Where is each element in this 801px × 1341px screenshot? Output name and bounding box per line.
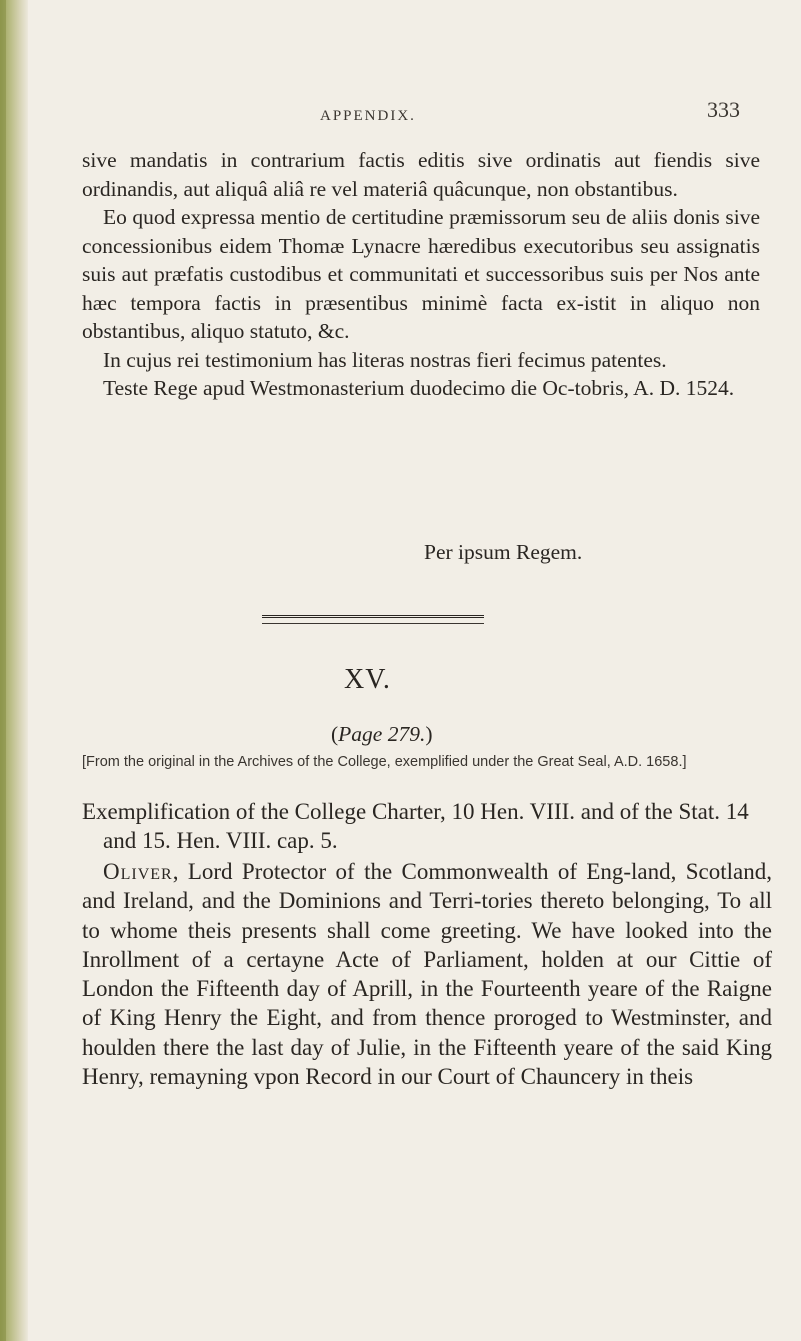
page-number: 333 [707,97,740,122]
page-ref-open-paren: ( [331,722,339,746]
document-title [82,797,768,855]
opening-text: , Lord Protector of the Commonwealth of Eng-land, Scotland, and Ireland, and the Dominions and Terri-tories thereto belonging, To all to whome theis presents shall come greeting. We have looked into the Inrollment of a certayne Acte of Parliament, holden at our Cittie of London the Fifteenth day of Aprill, in the Fourteenth yeare of the Raigne of King Henry the Eight, and from thence proroged to Westminster, and houlden there the last day of Julie, in the Fifteenth yeare of the said King Henry, remayning vpon Record in our Court of Chauncery in theis [82,859,772,1090]
section-divider-underline [262,623,484,624]
latin-continuation [82,146,760,403]
document-title-text: Exemplification of the College Charter, 10 Hen. VIII. and of the Stat. 14 and 15. Hen. VIII. cap. 5. [82,799,749,853]
signature-line: Per ipsum Regem. [424,540,583,564]
opening-name: Oliver [103,859,173,884]
source-note: [From the original in the Archives of the College, exemplified under the Great Seal, A.D. 1658.] [82,754,687,770]
section-number: XV. [344,664,391,695]
page-ref-label: Page 279. [338,722,426,746]
latin-paragraph-4: Teste Rege apud Westmonasterium duodecimo die Oc-tobris, A. D. 1524. [103,376,735,400]
page-reference [331,722,433,747]
latin-paragraph-2: Eo quod expressa mentio de certitudine præmissorum seu de aliis donis sive concessionibus eidem Thomæ Lynacre hæredibus executoribus seu assignatis suis aut præfatis custodibus et communitati et successoribus suis per Nos ante hæc tempora factis in præsentibus minimè facta ex-istit in aliquo non obstantibus, aliquo statuto, &c. [82,205,760,343]
section-divider [262,615,484,618]
latin-paragraph-1: sive mandatis in contrarium factis editis sive ordinatis aut fiendis sive ordinandis, aut aliquâ aliâ re vel materiâ quâcunque, non obstantibus. [82,148,760,201]
gutter-shadow [0,0,6,1341]
page-ref-close-paren: ) [425,722,433,746]
document-body [82,857,772,1091]
latin-paragraph-3: In cujus rei testimonium has literas nostras fieri fecimus patentes. [103,347,667,372]
running-head: APPENDIX. [320,108,416,124]
body-paragraph [82,857,772,1091]
